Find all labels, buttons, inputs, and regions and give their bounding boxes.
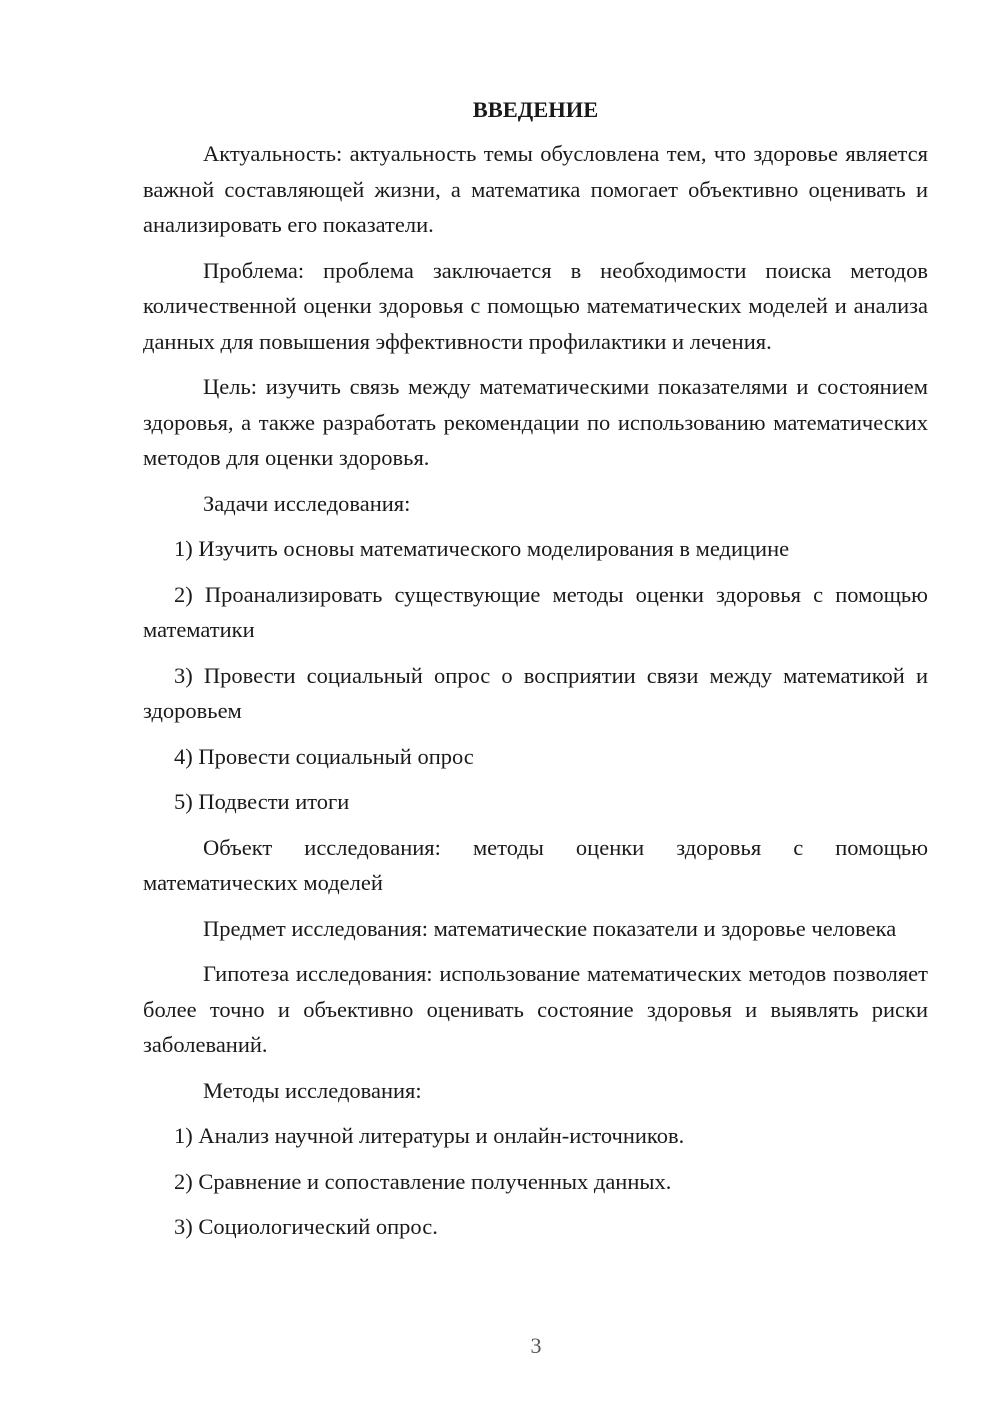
paragraph-object: Объект исследования: методы оценки здоровья с помощью математических моделей <box>143 834 928 895</box>
method-item-1: 1) Анализ научной литературы и онлайн-источников. <box>174 1123 685 1148</box>
paragraph-problem: Проблема: проблема заключается в необходимости поиска методов количественной оценки здоровья с помощью математических моделей и анализа данных для повышения эффективности профилактики и лечения. <box>143 257 928 354</box>
paragraph-hypothesis: Гипотеза исследования: использование математических методов позволяет более точно и объективно оценивать состояние здоровья и выявлять риски заболеваний. <box>143 961 928 1057</box>
paragraph-relevance: Актуальность: актуальность темы обусловлена тем, что здоровье является важной составляющей жизни, а математика помогает объективно оценивать и анализировать его показатели. <box>143 141 928 237</box>
task-item-4: 4) Провести социальный опрос <box>174 743 474 769</box>
page-number: 3 <box>530 1333 542 1358</box>
paragraph-methods-title: Методы исследования: <box>203 1077 422 1103</box>
paragraph-subject: Предмет исследования: математические показатели и здоровье человека <box>203 915 897 941</box>
paragraph-goal: Цель: изучить связь между математическими показателями и состоянием здоровья, а также разработать рекомендации по использованию математических методов для оценки здоровья. <box>143 374 928 470</box>
paragraph-tasks-title: Задачи исследования: <box>203 490 411 516</box>
section-heading: ВВЕДЕНИЕ <box>472 97 599 122</box>
task-item-3: 3) Провести социальный опрос о восприятии связи между математикой и здоровьем <box>143 662 928 723</box>
method-item-3: 3) Социологический опрос. <box>174 1214 438 1239</box>
task-item-5: 5) Подвести итоги <box>174 789 350 814</box>
page-content <box>143 94 928 1255</box>
task-item-2: 2) Проанализировать существующие методы оценки здоровья с помощью математики <box>143 581 928 642</box>
task-item-1: 1) Изучить основы математического моделирования в медицине <box>174 536 790 561</box>
method-item-2: 2) Сравнение и сопоставление полученных данных. <box>174 1168 672 1194</box>
